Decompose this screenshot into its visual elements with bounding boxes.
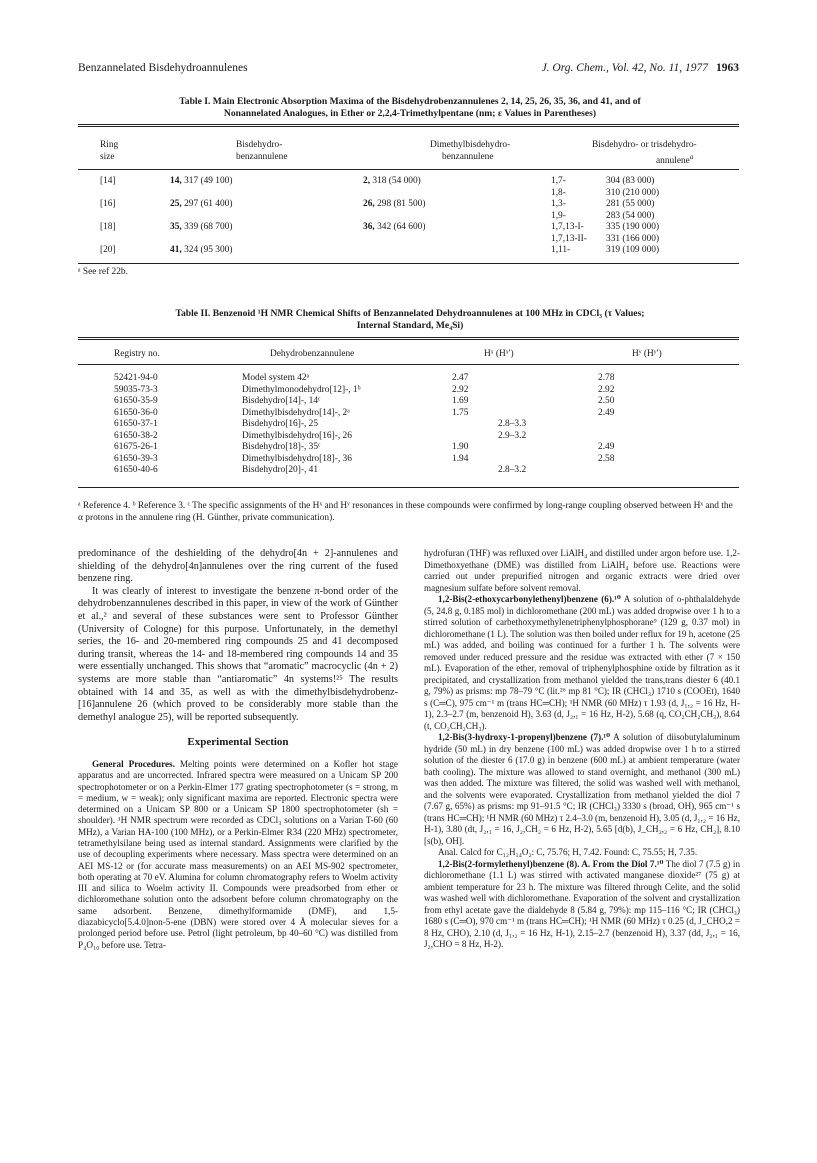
table2-footnote: ᵃ Reference 4. ᵇ Reference 3. ᶜ The specific assignments of the Hˣ and Hʸ resonances in these compounds were confirmed by long-range coupling observed between Hˣ and the α protons in the annulene ring (H. Günther, private communication).: [78, 501, 733, 523]
compound-7-text: A solution of diisobutylaluminum hydride (50 mL) in dry benzene (100 mL) was added dropwise over 1 h to a stirred solution of the diester 6 (17.0 g) in benzene (600 mL) at ambient temperature (water bath cooling). The mixture was allowed to stand overnight, and methanol (300 mL) was then added. The mixture was filtered, the solid was washed well with methanol, and the solvents were evaporated. Crystallization from methanol yielded the diol 7 (7.67 g, 65%) as prisms: mp 91–91.5 °C; IR (CHCl₃) 3330 s (broad, OH), 965 cm⁻¹ s (trans HC═CH); ¹H NMR (60 MHz) τ 2.4–3.0 (m, benzenoid H), 3.05 (d, J₁,₂ = 16 Hz, H-1), 3.80 (dt, J₂,₁ = 16, J₂,CH₂ = 6 Hz, H-2), 5.65 [d(b), J_CH₂,₂ = 6 Hz, CH₂], 8.10 [s(b), OH].: [424, 732, 740, 846]
compound-name: Dimethylbisdehydro[16]-, 26: [242, 430, 352, 441]
general-procedures-head: General Procedures.: [92, 758, 175, 769]
registry-number: 61650-37-1: [114, 419, 158, 429]
table2-row: [78, 385, 739, 397]
compound-7-paragraph: [424, 732, 740, 847]
annulene-position: 1,8-: [551, 187, 566, 198]
left-column: [78, 548, 398, 951]
annulene-entry: [551, 199, 739, 211]
hx-shift: 1.90: [452, 442, 469, 452]
annulene-absorption: 331 (166 000): [606, 233, 660, 244]
absorption-value: 339 (68 700): [181, 222, 233, 232]
registry-number: 61650-38-2: [114, 430, 158, 441]
compound-number: 25,: [170, 199, 182, 209]
header-hx: Hˣ (Hˣ′): [484, 349, 514, 359]
dimethyl-value: [338, 199, 533, 222]
benzannulene-value: [170, 222, 338, 245]
table2-top-rule: [78, 337, 739, 338]
table2-header: [78, 349, 739, 363]
hx-shift: 1.69: [452, 396, 469, 406]
dimethyl-value: [338, 245, 533, 257]
annulene-absorption: 319 (109 000): [606, 245, 660, 255]
table1-caption-line2: Nonannelated Analogues, in Ether or 2,2,4-Trimethylpentane (nm; ε Values in Parentheses): [223, 108, 597, 119]
table1-header-size: [100, 140, 118, 163]
compound-8-text: The diol 7 (7.5 g) in dichloromethane (1.1 L) was stirred with activated manganese dioxide²⁷ (75 g) at ambient temperature for 23 h. The mixture was filtered through Celite, and the solid was washed well with dichloromethane. Evaporation of the solvent and crystallization from ethyl acetate gave the dialdehyde 8 (5.84 g, 79%): mp 115–116 °C; IR (CHCl₃) 1680 s (C═O), 970 cm⁻¹ m (trans HC═CH); ¹H NMR (60 MHz) τ 0.25 (d, J_CHO,2 = 8 Hz, CHO), 2.10 (d, J₁,₂ = 16 Hz, H-1), 2.15–2.7 (benzenoid H), 3.37 (dd, J₂,₁ = 16, J₂,CHO = 8 Hz, H-2).: [424, 858, 741, 949]
right-column: [424, 548, 740, 951]
annulene-values: [533, 199, 739, 222]
header-dimethyl: Dimethylbisdehydro-: [430, 140, 511, 150]
right-paragraph-1: hydrofuran (THF) was refluxed over LiAlH₄ and distilled under argon before use. 1,2-Dimethoxyethane (DME) was distilled from LiAlH₄ before use. Reactions were carried out under prepurified nitrogen and organic extracts were dried over magnesium sulfate before solvent removal.: [424, 548, 740, 593]
table2-bottom-rule: [78, 487, 739, 488]
ring-size: [20]: [100, 245, 116, 255]
shift-range: 2.8–3.3: [498, 419, 527, 429]
hy-shift: 2.78: [598, 373, 615, 383]
compound-name: Dimethylmonodehydro[12]-, 1ᵇ: [242, 384, 361, 395]
annulene-entry: [551, 176, 739, 188]
table1-caption: [90, 96, 730, 120]
annulene-entry: [551, 234, 739, 246]
benzannulene-value: [170, 176, 338, 199]
table1-caption-line1: Table I. Main Electronic Absorption Maxima of the Bisdehydrobenzannulenes 2, 14, 25, 26, 35, 36, and 41, and of: [179, 96, 641, 107]
hy-shift: 2.58: [598, 453, 615, 464]
compound-number: 2,: [363, 176, 371, 186]
annulene-position: 1,9-: [551, 210, 566, 221]
compound-8-paragraph: [424, 859, 740, 951]
header-ring: Ring: [100, 140, 119, 150]
compound-name: Bisdehydro[16]-, 25: [242, 419, 319, 429]
compound-7-head: 1,2-Bis(3-hydroxy-1-propenyl)benzene (7).¹⁰: [438, 732, 611, 742]
registry-number: 59035-73-3: [114, 384, 158, 395]
table2: [78, 373, 739, 477]
table1-row: [78, 176, 739, 199]
registry-number: 61650-40-6: [114, 465, 158, 475]
annulene-entry: [551, 188, 739, 200]
table2-caption-line2: Internal Standard, Me₄Si): [356, 320, 464, 331]
header-benzannulene-2: benzannulene: [442, 151, 494, 162]
table1: [78, 176, 739, 257]
compound-name: Bisdehydro[20]-, 41: [242, 465, 319, 475]
ring-size: [14]: [100, 176, 116, 186]
header-size: size: [100, 151, 115, 162]
table1-top-rule: [78, 124, 739, 125]
benzannulene-value: [170, 245, 338, 257]
hx-shift: 2.92: [452, 384, 469, 395]
shift-range: 2.8–3.2: [498, 465, 527, 475]
compound-6-head: 1,2-Bis(2-ethoxycarbonylethenyl)benzene (6).¹⁰: [438, 594, 621, 604]
table2-caption: [90, 308, 730, 332]
running-head-journal: [542, 62, 739, 74]
analysis-paragraph: Anal. Calcd for C₁₂H₁₄O₂: C, 75.76; H, 7.42. Found: C, 75.55; H, 7.35.: [438, 847, 698, 857]
table2-row: [78, 408, 739, 420]
compound-name: Bisdehydro[18]-, 35ᶜ: [242, 442, 321, 452]
table1-header: [78, 140, 739, 168]
compound-number: 41,: [170, 245, 182, 255]
registry-number: 61650-39-3: [114, 453, 158, 464]
hy-shift: 2.49: [598, 442, 615, 452]
journal-citation: J. Org. Chem., Vol. 42, No. 11, 1977: [541, 62, 708, 74]
ring-size: [16]: [100, 199, 116, 209]
dimethyl-value: [338, 176, 533, 199]
compound-8-head: 1,2-Bis(2-formylethenyl)benzene (8). A. From the Diol 7.¹⁰: [438, 858, 664, 869]
table2-row: [78, 442, 739, 454]
annulene-values: [533, 176, 739, 199]
annulene-absorption: 310 (210 000): [606, 187, 660, 198]
hy-shift: 2.49: [598, 407, 615, 418]
table1-footnote: ᵃ See ref 22b.: [78, 267, 128, 277]
annulene-position: 1,7,13-I-: [551, 222, 584, 232]
compound-6-paragraph: [424, 594, 740, 732]
table2-row: [78, 373, 739, 385]
annulene-absorption: 283 (54 000): [606, 210, 655, 221]
general-procedures-text: Melting points were determined on a Kofler hot stage apparatus and are uncorrected. Infrared spectra were measured on a Unicam SP 200 spectrophotometer or on a Perkin-Elmer 177 grating spectrophotometer (s = strong, m = medium, w = weak); only significant maxima are reported. Electronic spectra were determined on a Unicam SP 800 or a Unicam SP 1800 spectrophotometer (sh = shoulder). ¹H NMR spectrum were recorded as CDCl₃ solutions on a Varian T-60 (60 MHz), a Varian HA-100 (100 MHz), or a Perkin-Elmer R34 (220 MHz) spectrometer, tetramethylsilane being used as internal standard. Assignments were clarified by the use of decoupling experiments where necessary. Mass spectra were determined on an AEI MS-12 or (for accurate mass measurements) on an AEI MS-902 spectrometer, both operating at 70 eV. Alumina for column chromatography refers to Woelm activity III and silica to Woelm activity II. Compounds were preadsorbed from ether or dichloromethane solution onto the adsorbent before column chromatography on the same adsorbent. Benzene, dimethylformamide (DMF), and 1,5-diazabicyclo[5.4.0]non-5-ene (DBN) were stored over 4 Å molecular sieves for a prolonged period before use. Petrol (light petroleum, bp 40–60 °C) was distilled from P₄O₁₀ before use. Tetra-: [78, 758, 398, 950]
ring-size: [18]: [100, 222, 116, 232]
annulene-values: [533, 222, 739, 245]
left-paragraph-1: predominance of the deshielding of the dehydro[4n + 2]-annulenes and shielding of the dehydro[4n]annulenes over the ring current of the fused benzene ring.: [78, 548, 398, 585]
absorption-value: 317 (49 100): [181, 176, 233, 186]
left-paragraph-2: It was clearly of interest to investigate the benzene π-bond order of the dehydrobenzannulenes described in this paper, in view of the work of Günther et al.,² and several of these substances were sent to Professor Günther (University of Cologne) for this purpose. Unfortunately, in the demethyl series, the 16- and 20-membered ring compounds 25 and 41 decomposed during transit, whereas the 14- and 18-membered ring compounds 14 and 35 were essentially unchanged. This shows that “aromatic” macrocyclic (4n + 2) systems are more stable than “antiaromatic” 4n systems!²⁵ The results obtained with 14 and 35, as well as with the dimethylbisdehydrobenz-[16]annulene 26 (which proved to be considerably more stable than the demethyl analogue 25), will be reported subsequently.: [78, 585, 398, 723]
annulene-absorption: 304 (83 000): [606, 176, 655, 186]
registry-number: 61650-35-9: [114, 396, 158, 406]
annulene-entry: [551, 211, 739, 223]
compound-number: 14,: [170, 176, 182, 186]
table1-bottom-rule: [78, 263, 739, 264]
header-registry: Registry no.: [114, 349, 160, 359]
table1-header-rule: [78, 169, 739, 170]
header-annulene-2: annulene: [656, 155, 690, 166]
annulene-entry: [551, 222, 739, 234]
registry-number: 52421-94-0: [114, 373, 158, 383]
annulene-values: [533, 245, 739, 257]
table1-row: [78, 199, 739, 222]
absorption-value: 298 (81 500): [374, 199, 426, 209]
annulene-position: 1,7-: [551, 176, 566, 186]
header-annulene-1: Bisdehydro- or trisdehydro-: [592, 140, 697, 150]
compound-number: 26,: [363, 199, 375, 209]
table2-header-rule: [78, 364, 739, 365]
page-number: 1963: [716, 62, 739, 74]
hx-shift: 1.94: [452, 453, 469, 464]
hx-shift: 1.75: [452, 407, 469, 418]
compound-name: Bisdehydro[14]-, 14ᶜ: [242, 396, 321, 406]
table2-row: [78, 396, 739, 408]
compound-number: 35,: [170, 222, 182, 232]
table2-row: [78, 465, 739, 477]
header-dehydrobenzannulene: Dehydrobenzannulene: [270, 349, 355, 359]
table1-header-dim: [430, 140, 510, 163]
hy-shift: 2.50: [598, 396, 615, 406]
absorption-value: 297 (61 400): [181, 199, 233, 209]
experimental-section-title: Experimental Section: [187, 736, 289, 749]
absorption-value: 342 (64 600): [374, 222, 426, 232]
table2-caption-line1: Table II. Benzenoid ¹H NMR Chemical Shifts of Benzannelated Dehydroannulenes at 100 MHz in CDCl₃ (τ Values;: [175, 308, 645, 319]
compound-name: Dimethylbisdehydro[14]-, 2ᵃ: [242, 407, 350, 418]
header-hy: Hʸ (Hʸ′): [632, 349, 662, 359]
annulene-position: 1,11-: [551, 245, 571, 255]
compound-6-text: A solution of o-phthalaldehyde (5, 24.8 g, 0.185 mol) in dichloromethane (200 mL) was added dropwise over 1 h to a stirred solution of carbethoxymethylenetriphenylphosphorane⁹ (129 g, 0.37 mol) in dichloromethane (1 L). The solution was then boiled under reflux for 19 h, acetone (25 mL) was added, and boiling was continued for a further 1 h. The solvents were removed under reduced pressure and the residue was extracted with ether (7 × 150 mL). Evaporation of the ether, removal of triphenylphosphine oxide by filtration as it precipitated, and crystallization from methanol yielded the trans,trans diester 6 (40.1 g, 79%) as prisms: mp 78–79 °C (lit.²⁶ mp 81 °C); IR (CHCl₃) 1710 s (COOEt), 1640 s (C═C), 975 cm⁻¹ m (trans HC═CH); ¹H NMR (60 MHz) τ 1.93 (d, J₁,₂ = 16 Hz, H-1), 2.3–2.7 (m, benzenoid H), 3.63 (d, J₂,₁ = 16 Hz, H-2), 5.68 (q, CO₂CH₂CH₃), 8.64 (t, CO₂CH₂CH₃).: [424, 594, 740, 731]
annulene-absorption: 335 (190 000): [606, 222, 660, 232]
absorption-value: 318 (54 000): [370, 176, 421, 186]
compound-name: Dimethylbisdehydro[18]-, 36: [242, 453, 352, 464]
table2-row: [78, 431, 739, 443]
compound-number: 36,: [363, 222, 375, 232]
hx-shift: 2.47: [452, 373, 469, 383]
header-benzannulene: benzannulene: [236, 151, 288, 162]
absorption-value: 324 (95 300): [181, 245, 233, 255]
annulene-position: 1,7,13-II-: [551, 233, 587, 244]
table1-header-ann: Bisdehydro- or trisdehydro- annulene$^a$: [592, 140, 697, 166]
running-head-title: Benzannelated Bisdehydroannulenes: [78, 62, 248, 74]
dimethyl-value: [338, 222, 533, 245]
annulene-absorption: 281 (55 000): [606, 199, 655, 209]
annulene-entry: [551, 245, 739, 257]
table1-row: [78, 245, 739, 257]
table1-row: [78, 222, 739, 245]
table1-header-benz: [236, 140, 288, 163]
header-bisdehydro: Bisdehydro-: [236, 140, 283, 150]
registry-number: 61650-36-0: [114, 407, 158, 418]
table2-row: [78, 419, 739, 431]
table1-top-rule-2: [78, 126, 739, 127]
benzannulene-value: [170, 199, 338, 222]
hy-shift: 2.92: [598, 384, 615, 395]
general-procedures: [78, 759, 398, 951]
shift-range: 2.9–3.2: [498, 430, 527, 441]
annulene-position: 1,3-: [551, 199, 566, 209]
table2-top-rule-2: [78, 339, 739, 340]
table2-row: [78, 454, 739, 466]
compound-name: Model system 42ᵃ: [242, 373, 310, 383]
registry-number: 61675-26-1: [114, 442, 158, 452]
